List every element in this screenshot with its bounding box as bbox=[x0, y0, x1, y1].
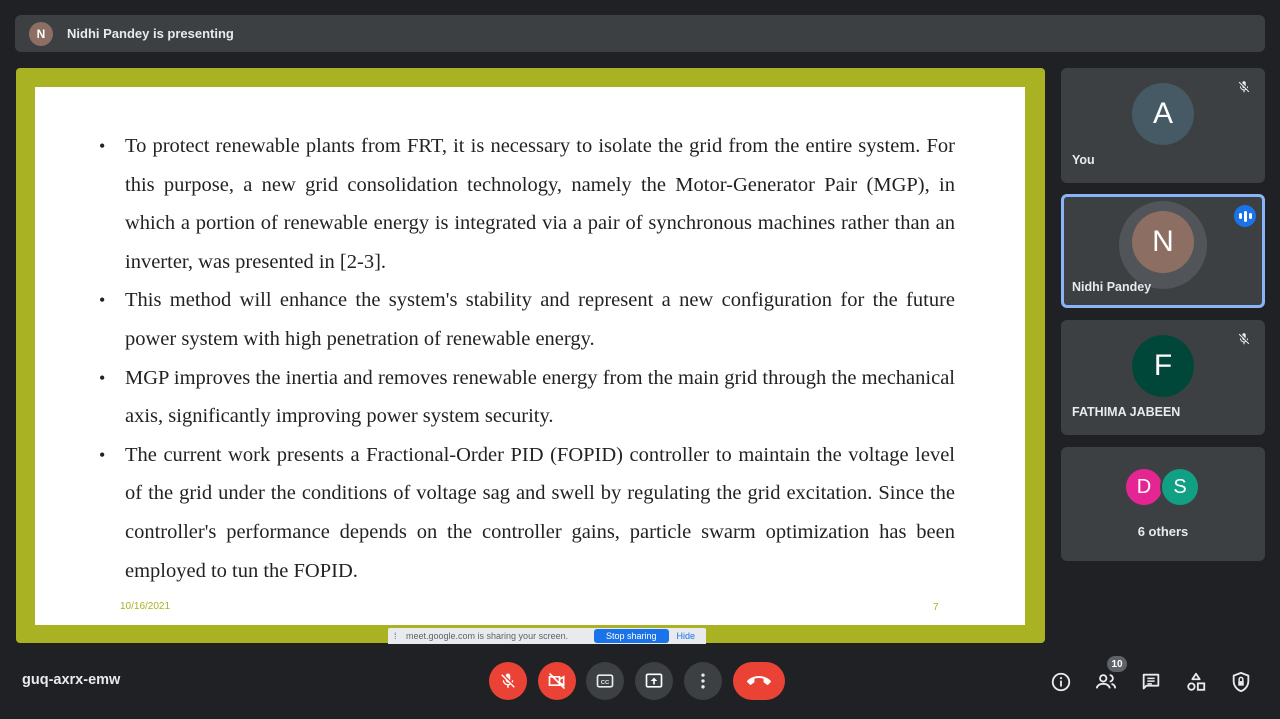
chat-button[interactable] bbox=[1139, 670, 1163, 694]
camera-off-icon bbox=[547, 671, 567, 691]
screen-share-bar bbox=[388, 628, 706, 644]
hide-button[interactable]: Hide bbox=[676, 631, 696, 641]
meeting-code: guq-axrx-emw bbox=[22, 672, 121, 688]
present-now-button[interactable] bbox=[635, 662, 673, 700]
participant-tile-others[interactable] bbox=[1061, 447, 1265, 561]
presentation-stage bbox=[16, 68, 1045, 643]
participant-tile-nidhi-pandey[interactable] bbox=[1061, 194, 1265, 308]
captions-button[interactable] bbox=[586, 662, 624, 700]
participant-name: FATHIMA JABEEN bbox=[1072, 405, 1181, 419]
presenting-banner bbox=[15, 15, 1265, 52]
bullet-item: • MGP improves the inertia and removes renewable energy from the main grid through the mechanical axis, significantly improving power system security. bbox=[99, 359, 955, 436]
captions-icon bbox=[595, 671, 615, 691]
presenting-text: Nidhi Pandey is presenting bbox=[67, 26, 234, 41]
avatar: F bbox=[1132, 335, 1194, 397]
mic-off-icon bbox=[1237, 80, 1251, 94]
participant-name: Nidhi Pandey bbox=[1072, 280, 1152, 294]
people-count-badge: 10 bbox=[1107, 656, 1127, 672]
avatar: A bbox=[1132, 83, 1194, 145]
avatar: D bbox=[1124, 467, 1164, 507]
present-icon bbox=[644, 671, 664, 691]
more-options-button[interactable] bbox=[684, 662, 722, 700]
camera-toggle-button[interactable] bbox=[538, 662, 576, 700]
end-call-icon bbox=[747, 669, 771, 693]
activities-icon bbox=[1185, 671, 1207, 693]
show-everyone-button[interactable] bbox=[1094, 670, 1118, 694]
share-message: meet.google.com is sharing your screen. bbox=[406, 631, 569, 641]
mic-off-icon bbox=[499, 672, 517, 690]
people-icon bbox=[1095, 671, 1117, 693]
slide bbox=[35, 87, 1025, 625]
avatar: N bbox=[1132, 211, 1194, 273]
bullet-item: • This method will enhance the system's stability and represent a new configuration for the future power system with high penetration of renewable energy. bbox=[99, 281, 955, 358]
leave-call-button[interactable] bbox=[733, 662, 785, 700]
speaking-indicator-icon bbox=[1234, 205, 1256, 227]
chat-icon bbox=[1140, 671, 1162, 693]
info-icon bbox=[1050, 671, 1072, 693]
bullet-item: • To protect renewable plants from FRT, it is necessary to isolate the grid from the entire system. For this purpose, a new grid consolidation technology, namely the Motor-Generator Pair (MGP), in which a portion of renewable energy is integrated via a pair of synchronous machines rather than an inverter, was presented in [2-3]. bbox=[99, 127, 955, 281]
host-controls-icon bbox=[1230, 671, 1252, 693]
host-controls-button[interactable] bbox=[1229, 670, 1253, 694]
avatar: S bbox=[1160, 467, 1200, 507]
meeting-details-button[interactable] bbox=[1049, 670, 1073, 694]
mic-toggle-button[interactable] bbox=[489, 662, 527, 700]
drag-handle-icon[interactable]: ⁞ bbox=[394, 631, 397, 641]
activities-button[interactable] bbox=[1184, 670, 1208, 694]
participant-tile-fathima-jabeen[interactable] bbox=[1061, 320, 1265, 435]
participant-name: You bbox=[1072, 153, 1095, 167]
presenter-avatar: N bbox=[29, 22, 53, 46]
participant-tile-you[interactable] bbox=[1061, 68, 1265, 183]
slide-page-number: 7 bbox=[933, 602, 939, 613]
slide-date: 10/16/2021 bbox=[120, 601, 171, 612]
mic-off-icon bbox=[1237, 332, 1251, 346]
bullet-list bbox=[99, 127, 955, 590]
more-options-icon bbox=[693, 671, 713, 691]
bullet-item: • The current work presents a Fractional-Order PID (FOPID) controller to maintain the voltage level of the grid under the conditions of voltage sag and swell by regulating the grid excitation. Since the controller's performance depends on the controller gains, particle swarm optimization has been employed to tun the FOPID. bbox=[99, 436, 955, 590]
svg-text:CC: CC bbox=[600, 679, 610, 686]
others-count-label: 6 others bbox=[1137, 524, 1189, 539]
stop-sharing-button[interactable]: Stop sharing bbox=[594, 629, 669, 643]
